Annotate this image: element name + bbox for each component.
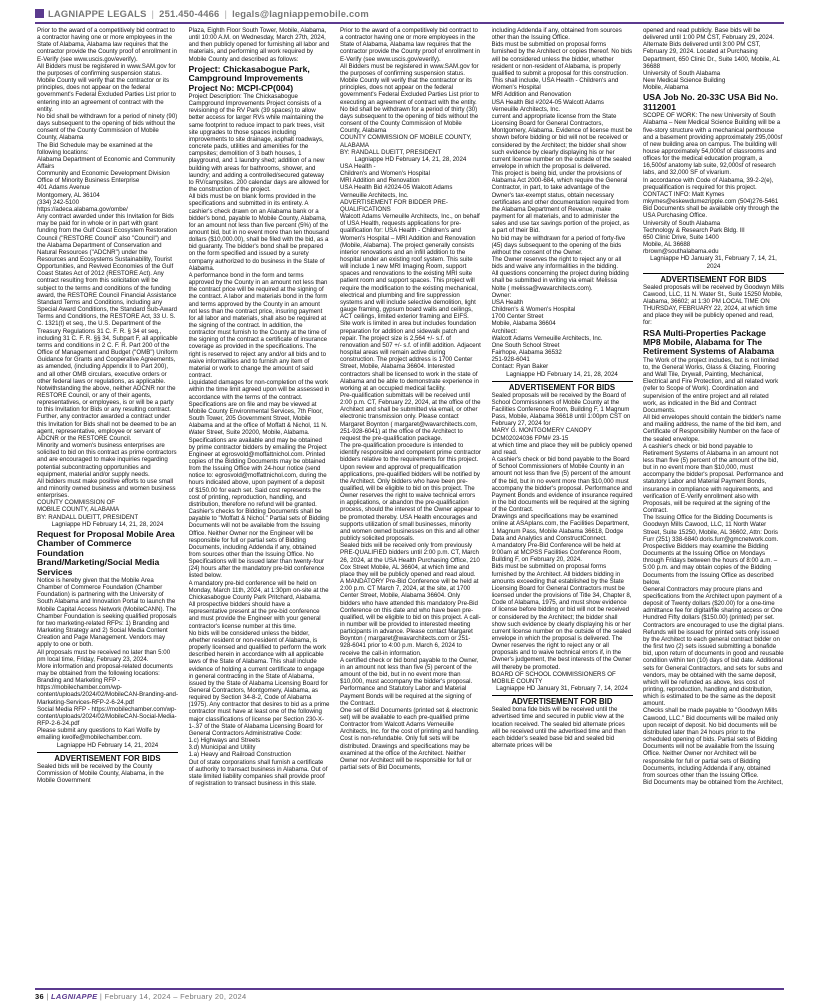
notice-paragraph: USA Health - [340,162,376,170]
notice-paragraph: 3.d) Municipal and Utility [188,744,256,752]
notice-paragraph: Checks shall be made payable to "Goodwyn Mills Cawood, LLC." Bid documents will be mailed only upon receipt of deposit. No bid documents will be distributed later than 24 hours prior to the scheduled opening of bids. Partial sets of Bidding Documents will not be available from the Issuing Office. Neither Owner nor Architect will be responsible for full or partial sets of Bidding Documents, including Addenda if any, obtained from sources other than the Issuing Office. [643,707,778,779]
notice-paragraph: University of South Alabama [643,219,721,227]
notice-paragraph: Alabama Department of Economic and Community Affairs [37,155,176,170]
notice-paragraph: The Issuing Office for the Bidding Documents is Goodwyn Mills Cawood, LLC, 11 North Water Street, Suite 15250, Mobile, AL 36602, Attn: Doris Furr (251) 338-6840 doris.furr@gmcnetwork.com. Prospective Bidders may examine the Bidding Documents at the Issuing Office on Mondays through Fridays between the hours of 8:00 a.m. – 5:00 p.m. and may obtain copies of the Bidding Documents from the Issuing Office as described below. [643,514,779,586]
signature-line: Lagniappe HD February 14, 21, 28, 2024 [51,520,164,528]
notice-title: ADVERTISEMENT FOR BID [492,695,633,706]
notice-paragraph: Walcott Adams Verneuille Architects, Inc., on behalf of USA Health, requests applications for pre-qualification for: USA Health - Children's and Women's Hospital – MRI Addition and Renovation (Mobile, Alabama). The project generally consists interior renovations and an infill addition to the hospital under an existing roof system. This suite will include 1 new MRI Imaging Room, support spaces and renovations to the existing MRI suite patient room and support spaces. This project will require the modification to the existing mechanical, electrical and plumbing and fire suppression systems and will include selective demolition, light gauge framing, gypsum board walls and ceilings, ACT ceilings, limited exterior framing and EIFS. Site work is limited in area but includes foundation preparation for addition and sidewalk patch and repair. The project size is 2,564 +/- s.f. of renovation and 507 +/- s.f. of infill addition. Adjacent hospital areas will remain active during construction. The project address is 1700 Center Street, Mobile, Alabama 36604. Interested contractors shall be licensed to work in the state of Alabama and be able to demonstrate experience in working at an occupied medical facility. [340,213,481,392]
notice-paragraph: No bid shall be withdrawn for a period of thirty (30) days subsequent to the opening of bids without the consent of the County Commission of Mobile County, Alabama [340,105,479,135]
notice-paragraph: MOBILE COUNTY, ALABAMA [37,506,120,514]
notice-paragraph: MRI Addition and Renovation [491,91,572,99]
notice-paragraph: CONTACT INFO: Matt Kymes mkymes@eskewdumezripple.com (504)276-5461 [643,190,779,206]
column-3 [340,27,481,981]
notice-paragraph: Bids must be submitted on proposal forms furnished by the Architect. All bidders bidding in amounts exceeding that established by the State Licensing Board for General Contractors must be licensed under the provisions of Title 34, Chapter 8, Code of Alabama, 1975, and must show evidence of license before bidding or bid will not be received or considered by the Architect; the bidder shall show such evidence by clearly displaying his or her current license number on the outside of the sealed envelope in which the proposal is delivered. The Owner reserves the right to reject any or all proposals and to waive technical errors if, in the Owner's judgement, the best interests of the Owner will thereby be promoted. [491,563,632,671]
notice-paragraph: No bid shall be withdrawn for a period of ninety (90) days subsequent to the opening of bids without the consent of the County Commission of Mobile County, Alabama [37,112,178,142]
section-title: LAGNIAPPE LEGALS [48,7,147,19]
notice-paragraph: Walcott Adams Verneuille Architects, Inc. [491,334,603,342]
notice-paragraph: Pre-qualification submittals will be received until 2:00 p.m. CT, February 22, 2024, at the office of the Architect and shall be submitted via email, or other electronic transmission only. Please contact Margaret Boynton ( margaret@wavarchitects.com, 251-928-6041) at the office of the Architect to request the pre-qualification package. [340,391,481,442]
notice-paragraph: The pre-qualification procedure is intended to identify responsible and competent prime contractor bidders relative to the requirements for this project. Upon review and approval of prequalification applications, pre-qualified bidders will be notified by the Architect. Only bidders who have been pre-qualified, will be eligible to bid on this project. The Owner reserves the right to waive technical errors in applications, or abandon the pre-qualification process, should the interest of the Owner appear to be promoted thereby. USA Health encourages and supports utilization of small businesses, minority and women owned businesses on this and all other publicly solicited proposals. [340,442,481,543]
notice-paragraph: Liquidated damages for non-completion of the work within the time limit agreed upon will be assessed in accordance with the terms of the contract. [188,379,330,401]
notice-heading: USA Job No. 20-33C USA Bid No. 3112001 [643,92,778,112]
notice-paragraph: ADVERTISEMENT FOR BIDDER PRE-QUALIFICATIONS [340,198,448,213]
signature-line: Lagniappe HD February 14, 21, 2024 [56,741,159,749]
notice-paragraph: A performance bond in the form and terms approved by the County in an amount not less than the contract price will be required at the signing of the contract. A labor and materials bond in the form and terms approved by the County in an amount not less than the contract price, insuring payment for all labor and materials, shall also be required at the signing of the contract. In addition, the contractor must furnish to the County at the time of the signing of the contract a certificate of insurance coverage as provided in the specifications. The right is reserved to reject any and/or all bids and to waive informalities and to furnish any item of material or work to change the amount of said contract. [188,271,328,380]
notice-paragraph: A mandatory pre-bid conference will be held on Monday, March 11th, 2024, at 1:30pm on-site at the Chickasabogue County Park Pritchard, Alabama. All prospective bidders should have a representative present at the pre-bid conference and must provide the Engineer with your general contractor's license number at this time. [188,579,329,630]
notice-paragraph: A MANDATORY Pre-Bid Conference will be held at 2:00 p.m. CT March 7, 2024, at the site, at 1700 Center Street, Mobile, Alabama 36604. Only bidders who have attended this mandatory Pre-Bid Conference on this date and who have been pre-qualified, will be eligible to bid on this project. A call-in number will be provided to interested meeting participants in advance. Please contact Margaret Boynton ( margaret@wavarchitects.com or 251-928-6041 prior to 4:00 p.m. March 6, 2024 to receive the call-in information. [340,578,481,657]
column-4 [492,27,633,981]
notice-paragraph: More information and proposal-related documents may be obtained from the following locations: [37,662,173,677]
notice-paragraph: 1.a) Heavy and Railroad Construction [188,751,291,759]
notice-paragraph: In accordance with Code of Alabama, 39-2-2(e), prequalification is required for this project. [643,176,774,191]
notice-paragraph: All questions concerning the project during bidding shall be submitted in writing via email: Melissa Nolte ( melissa@wavarchitects.com). [491,270,629,292]
notice-paragraph: All proposals must be received no later than 5:00 pm local time, Friday, February 23, 2024. [37,648,171,663]
notice-paragraph: Specifications are on file and may be viewed at Mobile County Environmental Services, 7th Floor, South Tower, 205 Government Street, Mobile Alabama and at the office of Moffatt & Nichol, 11 N. Water Street, Suite 20200, Mobile, Alabama. Specifications are available and may be obtained by prime contractor bidders by emailing the Project Engineer at egrosvold@moffattnichol.com. Printed copies of the Bidding Documents may be obtained from the Issuing Office with 24-hour notice (send notice to: egrosvold@moffattnichol.com, during the hours indicated above, upon payment of a deposit of $150.00 for each set. Said cost represents the cost of printing, reproduction, handling, and distribution, therefore no refund will be granted. Cashier's checks for Bidding Documents shall be payable to "Moffatt & Nichol." Partial sets of Bidding Documents will not be available from the Issuing Office. Neither Owner nor the Engineer will be responsible for full or partial sets of Bidding Documents, including Addenda if any, obtained from sources other than the Issuing Office. No Specifications will be issued later than twenty-four (24) hours after the mandatory pre-bid conference listed below. [188,400,329,580]
notice-paragraph: Bids must be submitted on proposal forms furnished by the Architect or copies thereof. No bids will be considered unless the bidder, whether resident or non-resident of Alabama, is properly qualified to submit a proposal for this construction. This shall include, USA Health - Children's and Women's Hospital [491,41,633,92]
notice-paragraph: Sealed bids will be received by the County Commission of Mobile County, Alabama, in the Mobile Government [37,762,164,785]
notice-paragraph: Owner: [491,291,512,299]
notice-heading: Request for Proposal Mobile Area Chamber of Commerce Foundation Brand/Marketing/Social Media Services [37,528,175,577]
notice-paragraph: Mobile, Alabama 36604 [491,320,556,328]
notice-paragraph: COUNTY COMMISSION OF [37,499,116,507]
notice-paragraph: MARY G. MONTGOMERY CANOPY [491,427,592,435]
notice-paragraph: A mandatory Pre-Bid Conference will be held at 9:00am at MCPSS Facilities Conference Room, Building F, on February 20, 2024. [491,541,622,564]
notice-paragraph: New Medical Science Building [643,77,726,85]
header-email[interactable]: legals@lagniappemobile.com [232,7,369,19]
notice-paragraph: Branding and Marketing RFP - https://mobilechamber.com/wp-content/uploads/2024/02/MobileCAN-Branding-and-Marketing-Services-RFP-2-6-24.pdf [37,677,178,706]
notice-paragraph: Notice is hereby given that the Mobile Area Chamber of Commerce Foundation (Chamber Foundation) is partnering with the University of South Alabama and Innovation Portal to launch the Mobile Capital Access Network (MobileCANN). The Chamber Foundation is seeking qualified proposals for two marketing-related RFPs: 1) Branding and Marketing Strategy and 2) Social Media Content Creation and Page Management. Vendors may apply to one or both. [37,576,177,649]
footer-brand: LAGNIAPPE [50,992,98,1001]
signature-line: Lagniappe HD January 31, February 7, 14, 2024 [496,685,628,693]
notice-paragraph: No bid may be withdrawn for a period of forty-five (45) days subsequent to the opening of the bids without the consent of the Owner. [491,234,626,256]
page-footer: 36 | LAGNIAPPE | February 14, 2024 – February 20, 2024 [35,988,784,1004]
notice-paragraph: Fairhope, Alabama 36532 [491,349,562,357]
notice-paragraph: Drawings and specifications may be examined online at ASAplans.com, the Facilities Department, 1 Magnum Pass, Mobile Alabama 36618, Dodge Data and Analytics and ConstructConnect. [491,513,630,542]
notice-paragraph: A cashier's check or bid bond payable to the Board of School Commissioners of Mobile County in an amount not less than five (5) percent of the amount of the bid, but in no event more than $10,000 must accompany the bidder's proposal. Performance and Payment Bonds and evidence of insurance required in the bid documents will be required at the signing of the Contract. [491,456,633,514]
signature-line: Lagniappe HD February 14, 21, 28, 2024 [354,155,467,163]
notice-paragraph: USA Health [491,298,524,306]
notice-paragraph: One South School Street [491,341,560,349]
notice-paragraph: This project is being bid, under the provisions of Alabama Act 2000-684, which require the General Contractor, in part, to take advantage of the Owner's tax-exempt status, obtain necessary certificates and other documentation required from the Alabama Department of Revenue, make payment for all materials, and to administer the sales and use tax savings portion of the project, as a part of their Bid. [491,170,630,235]
column-1 [37,27,178,981]
notice-paragraph: Office of Minority Business Enterprise [37,177,140,185]
column-5 [643,27,784,981]
legal-notices-columns [37,27,784,981]
notice-paragraph: Contact: Ryan Baker [491,363,549,371]
notice-paragraph: USA Health Bid #2024-05 Walcott Adams Verneuille Architects, Inc. [491,98,604,113]
notice-paragraph: All bids must be on blank forms provided in the specifications and submitted in its entirety. A cashier's check drawn on an Alabama bank or a bidder's bond, payable to Mobile County, Alabama, for an amount not less than five percent (5%) of the amount bid, but in no event more than ten thousand dollars ($10,000.00), shall be filed with the bid, as a bid guaranty. The bidder's bond shall be prepared on the form specified and issued by a surety company authorized to do business in the State of Alabama. [188,193,330,272]
notice-paragraph: BOARD OF SCHOOL COMMISSIONERS OF MOBILE COUNTY [491,670,616,685]
notice-paragraph: including Addenda if any, obtained from sources other than the Issuing Office. [491,27,622,42]
notice-paragraph: USA Health Bid #2024-05 Walcott Adams Verneuille Architects, Inc. [340,184,453,199]
notice-paragraph: Bid Documents shall be available only through the USA Purchasing Office. [643,205,780,220]
notice-paragraph: at which time and place they will be publicly opened and read. [491,441,633,456]
notice-heading: Project: Chickasabogue Park, Campground Improvements Project No: MCPI-CP(004) [188,63,310,93]
notice-heading: RSA Multi-Properties Package MP8 Mobile, Alabama for The Retirement Systems of Alabama [643,327,775,357]
notice-paragraph: All Bidders must be registered in www.SAM.gov for the purposes of confirming suspension status. Mobile County will verify that the contractor or its principles, does not appear on the federal government's Federal Excluded Parties List prior to executing an agreement of contract with the entity. [340,62,480,106]
notice-paragraph: The Work of the project includes, but is not limited to, the General Works, Glass & Glazing, Flooring and Wall Tile, Drywall, Painting, Mechanical, Electrical and Fire Protection, and all related work (refer to Scope of Work). Coordination and supervision of the entire project and all related work, as indicated in the Bid and Contract Documents. [643,356,779,414]
notice-paragraph: Sealed proposals will be received by Goodwyn Mills Cawood, LLC, 11 N. Water St., Suite 15250 Mobile, Alabama, 36602; at 1:30 PM LOCAL TIME ON THURSDAY, FEBRUARY 22, 2024, at which time and place they will be publicly opened and read, for: [643,283,784,327]
notice-paragraph: Children's and Women's Hospital [340,170,430,178]
notice-paragraph: Project Description: The Chickasabogue Campground Improvements Project consists of a revisioning of the RV Park (39 spaces) to allow better access for larger RVs while maintaining the same footprint to reduce impact to park trees, visit site upgrades to those spaces including improvements to site drainage, asphalt roadways, concrete pads, utilities and amenities for the campsites; demolition of 3 bath houses, 1 playground, and 1 laundry shed; addition of a new building with areas for bathrooms, shower, and laundry; and adding a controlled/secured gateway to RV/campsites. 200 calendar days are allowed for the construction of the project. [188,93,329,194]
notice-paragraph: Sealed bids will be received only from previously PRE-QUALIFIED bidders until 2:00 p.m. CT, March 26, 2024, at the USA Health Purchasing Office, 210 Cox Street Mobile, AL 36604, at which time and place they will be publicly opened and read aloud. [340,542,480,578]
notice-paragraph: All bid envelopes should contain the bidder's name and mailing address, the name of the bid item, and Certificate of Responsibility Number on the face of the sealed envelope. [643,414,782,443]
notice-paragraph: No bids will be considered unless the bidder, whether resident or non-resident of Alabama, is properly licensed and qualified to perform the work described herein in accordance with all applicable laws of the State of Alabama. This shall include evidence of holding a current certificate to engage in general contracting in the State of Alabama, issued by the State of Alabama Licensing Board for General Contractors, Montgomery, Alabama, as required by Section 34-8-2, Code of Alabama (1975). Any contractor that desires to bid as a prime contractor must have at least one of the following major classifications of license per Section 230-X-1-.37 of the State of Alabama Licensing Board for General Contractors Administrative Code: [188,629,330,737]
notice-paragraph: Prior to the award of a competitively bid contract to a contractor having one or more employees in the State of Alabama, Alabama law requires that the contractor provide the County proof of enrollment in E-Verify (see www.uscis.gov/everify). [37,27,177,63]
notice-paragraph: Montgomery, AL 36104 [37,191,100,199]
notice-paragraph: The Bid Schedule may be examined at the following locations: [37,141,153,156]
notice-paragraph: (334) 242-5100 [37,198,79,206]
notice-paragraph: One set of Bid Documents (printed set & electronic set) will be available to each pre-qualified prime Contractor from Walcott Adams Verneuille Architects, Inc. for the cost of printing and handling. Cost is non-refundable. Only full sets will be distributed. Drawings and specifications may be examined at the office of the Architect. Neither Owner nor Architect will be responsible for full or partial sets of Bid Documents, [340,706,480,772]
notice-paragraph: Plaza, Eighth Floor South Tower, Mobile, Alabama, until 10:00 A.M. on Wednesday, March 27th, 2024, and then publicly opened for furnishing all labor and materials, and performing all work required by Mobile County and described as follows: [188,27,330,63]
notice-paragraph: A certified check or bid bond payable to the Owner, in an amount not less than five (5) percent of the amount of the bid, but in no event more than $10,000, must accompany the bidder's proposal. Performance and Statutory Labor and Material Payment Bonds will be required at the signing of the Contract. [340,656,479,707]
notice-paragraph: Community and Economic Development Division [37,170,170,178]
notice-paragraph: 401 Adams Avenue [37,184,90,192]
notice-paragraph: 251-928-6041 [491,356,530,364]
section-marker-icon [35,9,44,18]
notice-paragraph: Minority and women's business enterprises are solicited to bid on this contract as prime contractors and are encouraged to make inquiries regarding potential subcontracting opportunities and equipment, material and/or supply needs. [37,442,177,478]
page-number: 36 [35,992,44,1001]
notice-paragraph: Social Media RFP - https://mobilechamber.com/wp-content/uploads/2024/02/MobileCAN-Social-Media-RFP-2-6-24.pdf [37,705,177,728]
notice-paragraph: Children's & Women's Hospital [491,306,576,314]
notice-paragraph: Bid Documents may be obtained from the Architect, [643,779,783,787]
notice-paragraph: General Contractors may procure plans and specifications from the Architect upon payment of a deposit of Twenty dollars ($20.00) for a one-time admittance fee for digital/file sharing access or One Hundred Fifty dollars ($150.00) (printed) per set. Contractors are encouraged to use the digital plans. Refunds will be issued for printed sets only issued by the Architect to each general contract bidder on the first two (2) sets issued submitting a bonafide bid, upon return of documents in good and reusable condition within ten (10) days of bid date. Additional sets for General Contractors, and sets for subs and vendors, may be obtained with the same deposit, which will be refunded as above, less cost of printing, reproduction, handling and distribution, which is estimated to be the same as the deposit amount. [643,585,784,708]
notice-paragraph: Please submit any questions to Kari Wolfe by emailing kwolfe@mobilechamber.com. [37,727,161,742]
footer-dates: February 14, 2024 – February 20, 2024 [104,992,247,1001]
notice-paragraph: SCOPE OF WORK: The new University of South Alabama – New Medical Science Building will be a five-story structure with a mechanical penthouse and a basement providing approximately 295,000sf of new building area on campus. The building will house approximately 54,000sf of classrooms and offices for the medical education program, a 16,500sf anatomy lab suite, 92,000sf of research labs, and 32,000 SF of vivarium. [643,112,783,177]
notice-paragraph: BY: RANDALL DUEITT, PRESIDENT [340,148,442,156]
notice-paragraph: Technology & Research Park Bldg. III [643,226,745,234]
notice-paragraph: Mobile, Alabama [643,84,689,92]
notice-paragraph: MRI Addition and Renovation [340,177,420,185]
notice-paragraph: https://adeca.alabama.gov/ombe/ [37,205,128,213]
notice-paragraph: 1700 Center Street [491,313,544,321]
notice-paragraph: 650 Clinic Drive, Suite 1400 [643,233,719,241]
signature-line: Lagniappe HD January 31, February 7, 14, 21, 2024 [650,255,777,270]
notice-title: ADVERTISEMENT FOR BIDS [37,752,178,763]
notice-paragraph: current and appropriate license from the State Licensing Board for General Contractors, Montgomery, Alabama. Evidence of license must be shown before bidding or bid will not be received or considered by the Architect; the bidder shall show such evidence by clearly displaying his or her current license number on the outside of the sealed envelope in which the proposal is delivered. [491,112,633,170]
header-rule [35,22,784,24]
signature-line: Lagniappe HD February 14, 21, 28, 2024 [506,370,618,378]
notice-paragraph: A cashier's check or bid bond payable to Retirement Systems of Alabama in an amount not less than five (5) percent of the amount of the bid, but in no event more than $10,000, must accompany the bidder's proposal. Performance and statutory Labor and Material Payment Bonds, insurance in compliance with requirements, and verification of E-Verify enrollment also with Proposals, will be required at the signing of the Contract. [643,442,784,515]
notice-paragraph: All bidders must make positive efforts to use small and minority owned business and women business enterprises. [37,477,176,500]
notice-paragraph: Architect: [491,327,518,335]
header-phone: 251.450-4466 [159,7,220,19]
notice-paragraph: The Owner reserves the right to reject any or all bids and waive any informalities in the bidding. [491,256,622,271]
notice-title: ADVERTISEMENT FOR BIDS [643,273,784,284]
notice-paragraph: Any contract awarded under this Invitation for Bids may be paid for in whole or in part with grant funding from the Gulf Coast Ecosystem Restoration Council ("RESTORE Council" also "Council") and the Alabama Department of Conservation and Natural Resources ("ADCNR") under the Resources and Ecosystems Sustainability, Tourist Opportunities, and Revived Economies of the Gulf Coast States Act of 2012 (RESTORE Act). Any contract resulting from this solicitation will be subject to the terms and conditions of the funding award, the RESTORE Council Financial Assistance Standard Terms and Conditions, including any Special Award Conditions, the Standard Sub-Award Terms and Conditions, the RESTORE Act, 33 U. S. C. 1321(t) et seq., the U.S. Department of the Treasury Regulations 31 C. F. R. § 34 et seq., including 31 C. F. R. §§ 34, Subpart F, all applicable terms and conditions in 2 C. F. R. Part 200 of the Office of Management and Budget ("OMB") Uniform Guidance for Grants and Cooperative Agreements, as amended, (including Appendix II to Part 200), and all other OMB circulars, executive orders or other federal laws or regulations, as applicable. Notwithstanding the above, neither ADCNR nor the RESTORE Council, or any of their agents, representatives, or employees, is or will be a party to this Invitation for Bids or any resulting contract. Further, any contractor awarded a contract under this Invitation for Bids shall not be deemed to be an agent, representative, employee or servant of ADCNR or the RESTORE Council. [37,213,178,442]
notice-paragraph: COUNTY COMMISSION OF MOBILE COUNTY, ALABAMA [340,134,472,149]
notice-paragraph: Sealed proposals will be received by the Board of School Commissioners of Mobile County at the Facilities Conference Room, Building F, 1 Magnum Pass, Mobile, Alabama 36618 until 1:00pm CST on February 27, 2024 for [491,391,631,428]
column-2 [189,27,330,981]
notice-paragraph: Sealed bona fide bids will be received until the advertised time and secured in public view at the location received. The sealed bid alternate prices will be received until the advertised time and then each bidder's sealed base bid and sealed bid alternate prices will be [491,706,626,749]
notice-paragraph: rbrown@southalabama.edu [643,248,719,256]
notice-paragraph: DCM02024036 FPM# 23-15 [491,434,569,442]
notice-title: ADVERTISEMENT FOR BIDS [492,381,633,392]
page-header: LAGNIAPPE LEGALS | 251.450-4466 | legals@lagniappemobile.com [35,6,784,20]
notice-paragraph: opened and read publicly. Base bids will be delivered until 1:00 PM CST, February 29, 2024. Alternate Bids delivered until 3:00 PM CST, February 29, 2024. Located at Purchasing Department, 650 Clinic Dr., Suite 1400, Mobile, AL 36688 [643,27,780,70]
notice-paragraph: Mobile, AL 36688 [643,241,691,249]
notice-paragraph: University of South Alabama [643,69,721,77]
notice-paragraph: BY: RANDALL DUEITT, PRESIDENT [37,513,139,521]
notice-paragraph: Prior to the award of a competitively bid contract to a contractor having one or more employees in the State of Alabama, Alabama law requires that the contractor provide the County proof of enrollment in E-Verify (see www.uscis.gov/everify). [340,27,480,63]
notice-paragraph: 1.c) Highways and Streets [188,737,261,745]
notice-paragraph: Out of state corporations shall furnish a certificate of authority to transact business in Alabama. Out of state limited liability companies shall provide proof of registration to transact business in this state. [188,758,328,787]
notice-paragraph: All Bidders must be registered in www.SAM.gov for the purposes of confirming suspension status. Mobile County will verify that the contractor or its principles, does not appear on the federal government's Federal Excluded Parties List prior to entering into an agreement of contract with the entity. [37,62,177,113]
